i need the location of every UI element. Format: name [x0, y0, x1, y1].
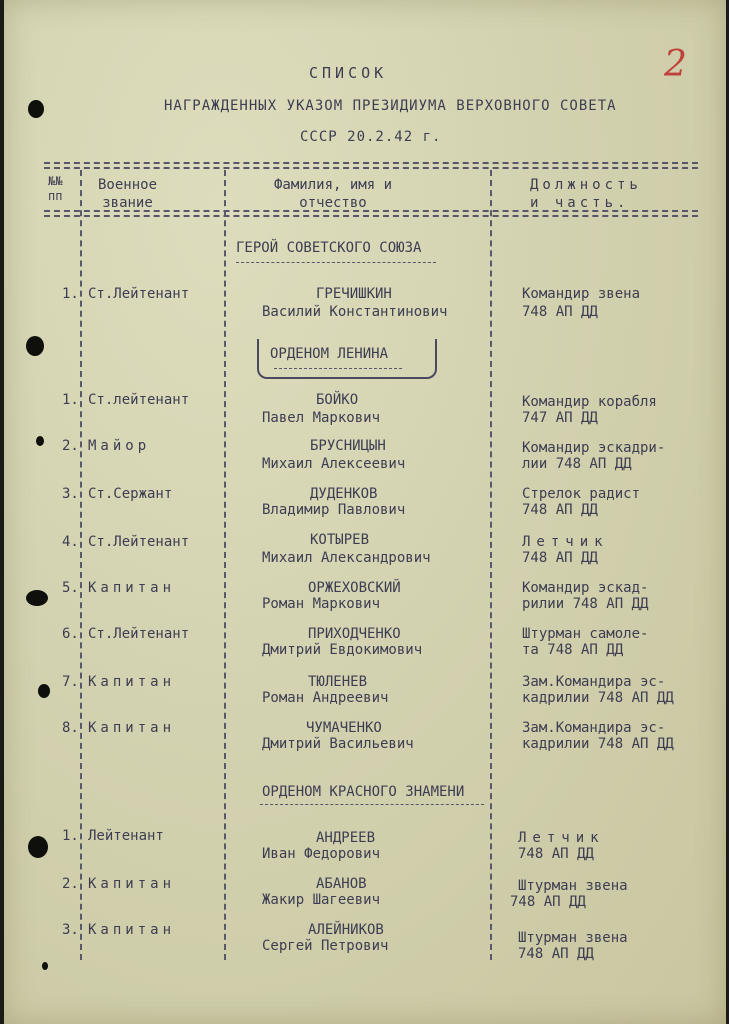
row-number: 3.	[62, 486, 79, 502]
row-given-name: Дмитрий Васильевич	[262, 736, 414, 752]
row-surname: ЧУМАЧЕНКО	[306, 720, 382, 736]
row-position: Зам.Командира эс-	[522, 674, 666, 690]
row-number: 1.	[62, 828, 79, 844]
column-divider-3	[490, 170, 492, 960]
row-unit: лии 748 АП ДД	[522, 456, 632, 472]
row-number: 5.	[62, 580, 79, 596]
row-number: 3.	[62, 922, 79, 938]
row-number: 8.	[62, 720, 79, 736]
row-position: Командир эскадри-	[522, 440, 666, 456]
section-title-underline	[274, 368, 402, 369]
row-unit: 748 АП ДД	[518, 846, 594, 862]
row-surname: АЛЕЙНИКОВ	[308, 922, 384, 938]
row-given-name: Василий Константинович	[262, 304, 448, 320]
row-number: 6.	[62, 626, 79, 642]
page-number: 2	[664, 44, 687, 85]
document-page	[4, 0, 726, 1024]
punch-hole	[26, 336, 44, 356]
row-position: Штурман звена	[518, 878, 628, 894]
row-given-name: Роман Андреевич	[262, 690, 389, 706]
column-header-number: №№ пп	[48, 174, 63, 203]
row-surname: АНДРЕЕВ	[316, 830, 376, 846]
punch-hole	[28, 100, 44, 118]
row-number: 2.	[62, 438, 79, 454]
row-given-name: Иван Федорович	[262, 846, 381, 862]
punch-hole	[28, 836, 48, 858]
row-rank: Ст.Лейтенант	[88, 534, 190, 550]
row-position: Штурман звена	[518, 930, 628, 946]
section-title-underline	[236, 262, 436, 263]
row-unit: рилии 748 АП ДД	[522, 596, 649, 612]
row-rank: Капитан	[88, 720, 176, 736]
row-position: Командир корабля	[522, 394, 657, 410]
row-rank: Капитан	[88, 876, 176, 892]
section-title-red-banner: ОРДЕНОМ КРАСНОГО ЗНАМЕНИ	[262, 784, 465, 800]
row-rank: Капитан	[88, 580, 176, 596]
row-unit: 748 АП ДД	[522, 502, 598, 518]
row-surname: ПРИХОДЧЕНКО	[308, 626, 401, 642]
punch-hole	[42, 962, 48, 970]
row-unit: кадрилии 748 АП ДД	[522, 736, 674, 752]
column-header-name: Фамилия, имя и отчество	[274, 177, 393, 211]
row-surname: ОРЖЕХОВСКИЙ	[308, 580, 401, 596]
row-position: Стрелок радист	[522, 486, 641, 502]
row-given-name: Роман Маркович	[262, 596, 381, 612]
section-title-lenin: ОРДЕНОМ ЛЕНИНА	[270, 346, 389, 362]
punch-hole	[38, 684, 50, 698]
document-subtitle: НАГРАЖДЕННЫХ УКАЗОМ ПРЕЗИДИУМА ВЕРХОВНОГО СОВЕТА	[164, 98, 617, 114]
row-rank: Лейтенант	[88, 828, 164, 844]
row-surname: БРУСНИЦЫН	[310, 438, 386, 454]
column-header-rank: Военное звание	[98, 177, 158, 211]
row-unit: 748 АП ДД	[522, 550, 598, 566]
row-rank: Ст.Лейтенант	[88, 626, 190, 642]
header-rule-top	[44, 162, 698, 164]
row-surname: АБАНОВ	[316, 876, 367, 892]
row-position: Командир эскад-	[522, 580, 649, 596]
row-rank: Ст.Лейтенант	[88, 286, 190, 302]
row-surname: КОТЫРЕВ	[310, 532, 370, 548]
punch-hole	[26, 590, 48, 606]
row-rank: Майор	[88, 438, 151, 454]
row-given-name: Михаил Александрович	[262, 550, 431, 566]
row-rank: Капитан	[88, 674, 176, 690]
row-rank: Ст.Сержант	[88, 486, 173, 502]
row-number: 4.	[62, 534, 79, 550]
punch-hole	[36, 436, 44, 446]
row-unit: 748 АП ДД	[510, 894, 586, 910]
row-given-name: Владимир Павлович	[262, 502, 406, 518]
row-number: 7.	[62, 674, 79, 690]
row-given-name: Жакир Шагеевич	[262, 892, 381, 908]
row-surname: ТЮЛЕНЕВ	[308, 674, 368, 690]
header-rule-bottom-2	[44, 215, 698, 217]
section-title-hero: ГЕРОЙ СОВЕТСКОГО СОЮЗА	[236, 240, 422, 256]
section-title-underline	[260, 804, 484, 805]
row-surname: БОЙКО	[316, 392, 359, 408]
row-number: 1.	[62, 392, 79, 408]
column-header-position: Должность и часть.	[530, 177, 642, 211]
row-given-name: Павел Маркович	[262, 410, 381, 426]
document-date: СССР 20.2.42 г.	[300, 129, 442, 145]
row-position: Летчик	[522, 534, 609, 550]
row-surname: ДУДЕНКОВ	[310, 486, 378, 502]
column-divider-2	[224, 170, 226, 960]
row-position: Зам.Командира эс-	[522, 720, 666, 736]
row-position: Летчик	[518, 830, 605, 846]
row-position: Командир звена	[522, 286, 641, 302]
row-given-name: Дмитрий Евдокимович	[262, 642, 423, 658]
row-given-name: Сергей Петрович	[262, 938, 389, 954]
row-rank: Ст.лейтенант	[88, 392, 190, 408]
row-position: Штурман самоле-	[522, 626, 649, 642]
row-unit: 748 АП ДД	[522, 304, 598, 320]
row-unit: кадрилии 748 АП ДД	[522, 690, 674, 706]
row-given-name: Михаил Алексеевич	[262, 456, 406, 472]
header-rule-top-2	[44, 167, 698, 169]
row-surname: ГРЕЧИШКИН	[316, 286, 392, 302]
row-unit: та 748 АП ДД	[522, 642, 624, 658]
row-number: 2.	[62, 876, 79, 892]
row-number: 1.	[62, 286, 79, 302]
row-unit: 748 АП ДД	[518, 946, 594, 962]
column-divider-1	[80, 170, 82, 960]
row-rank: Капитан	[88, 922, 176, 938]
row-unit: 747 АП ДД	[522, 410, 598, 426]
document-title: СПИСОК	[309, 64, 388, 82]
